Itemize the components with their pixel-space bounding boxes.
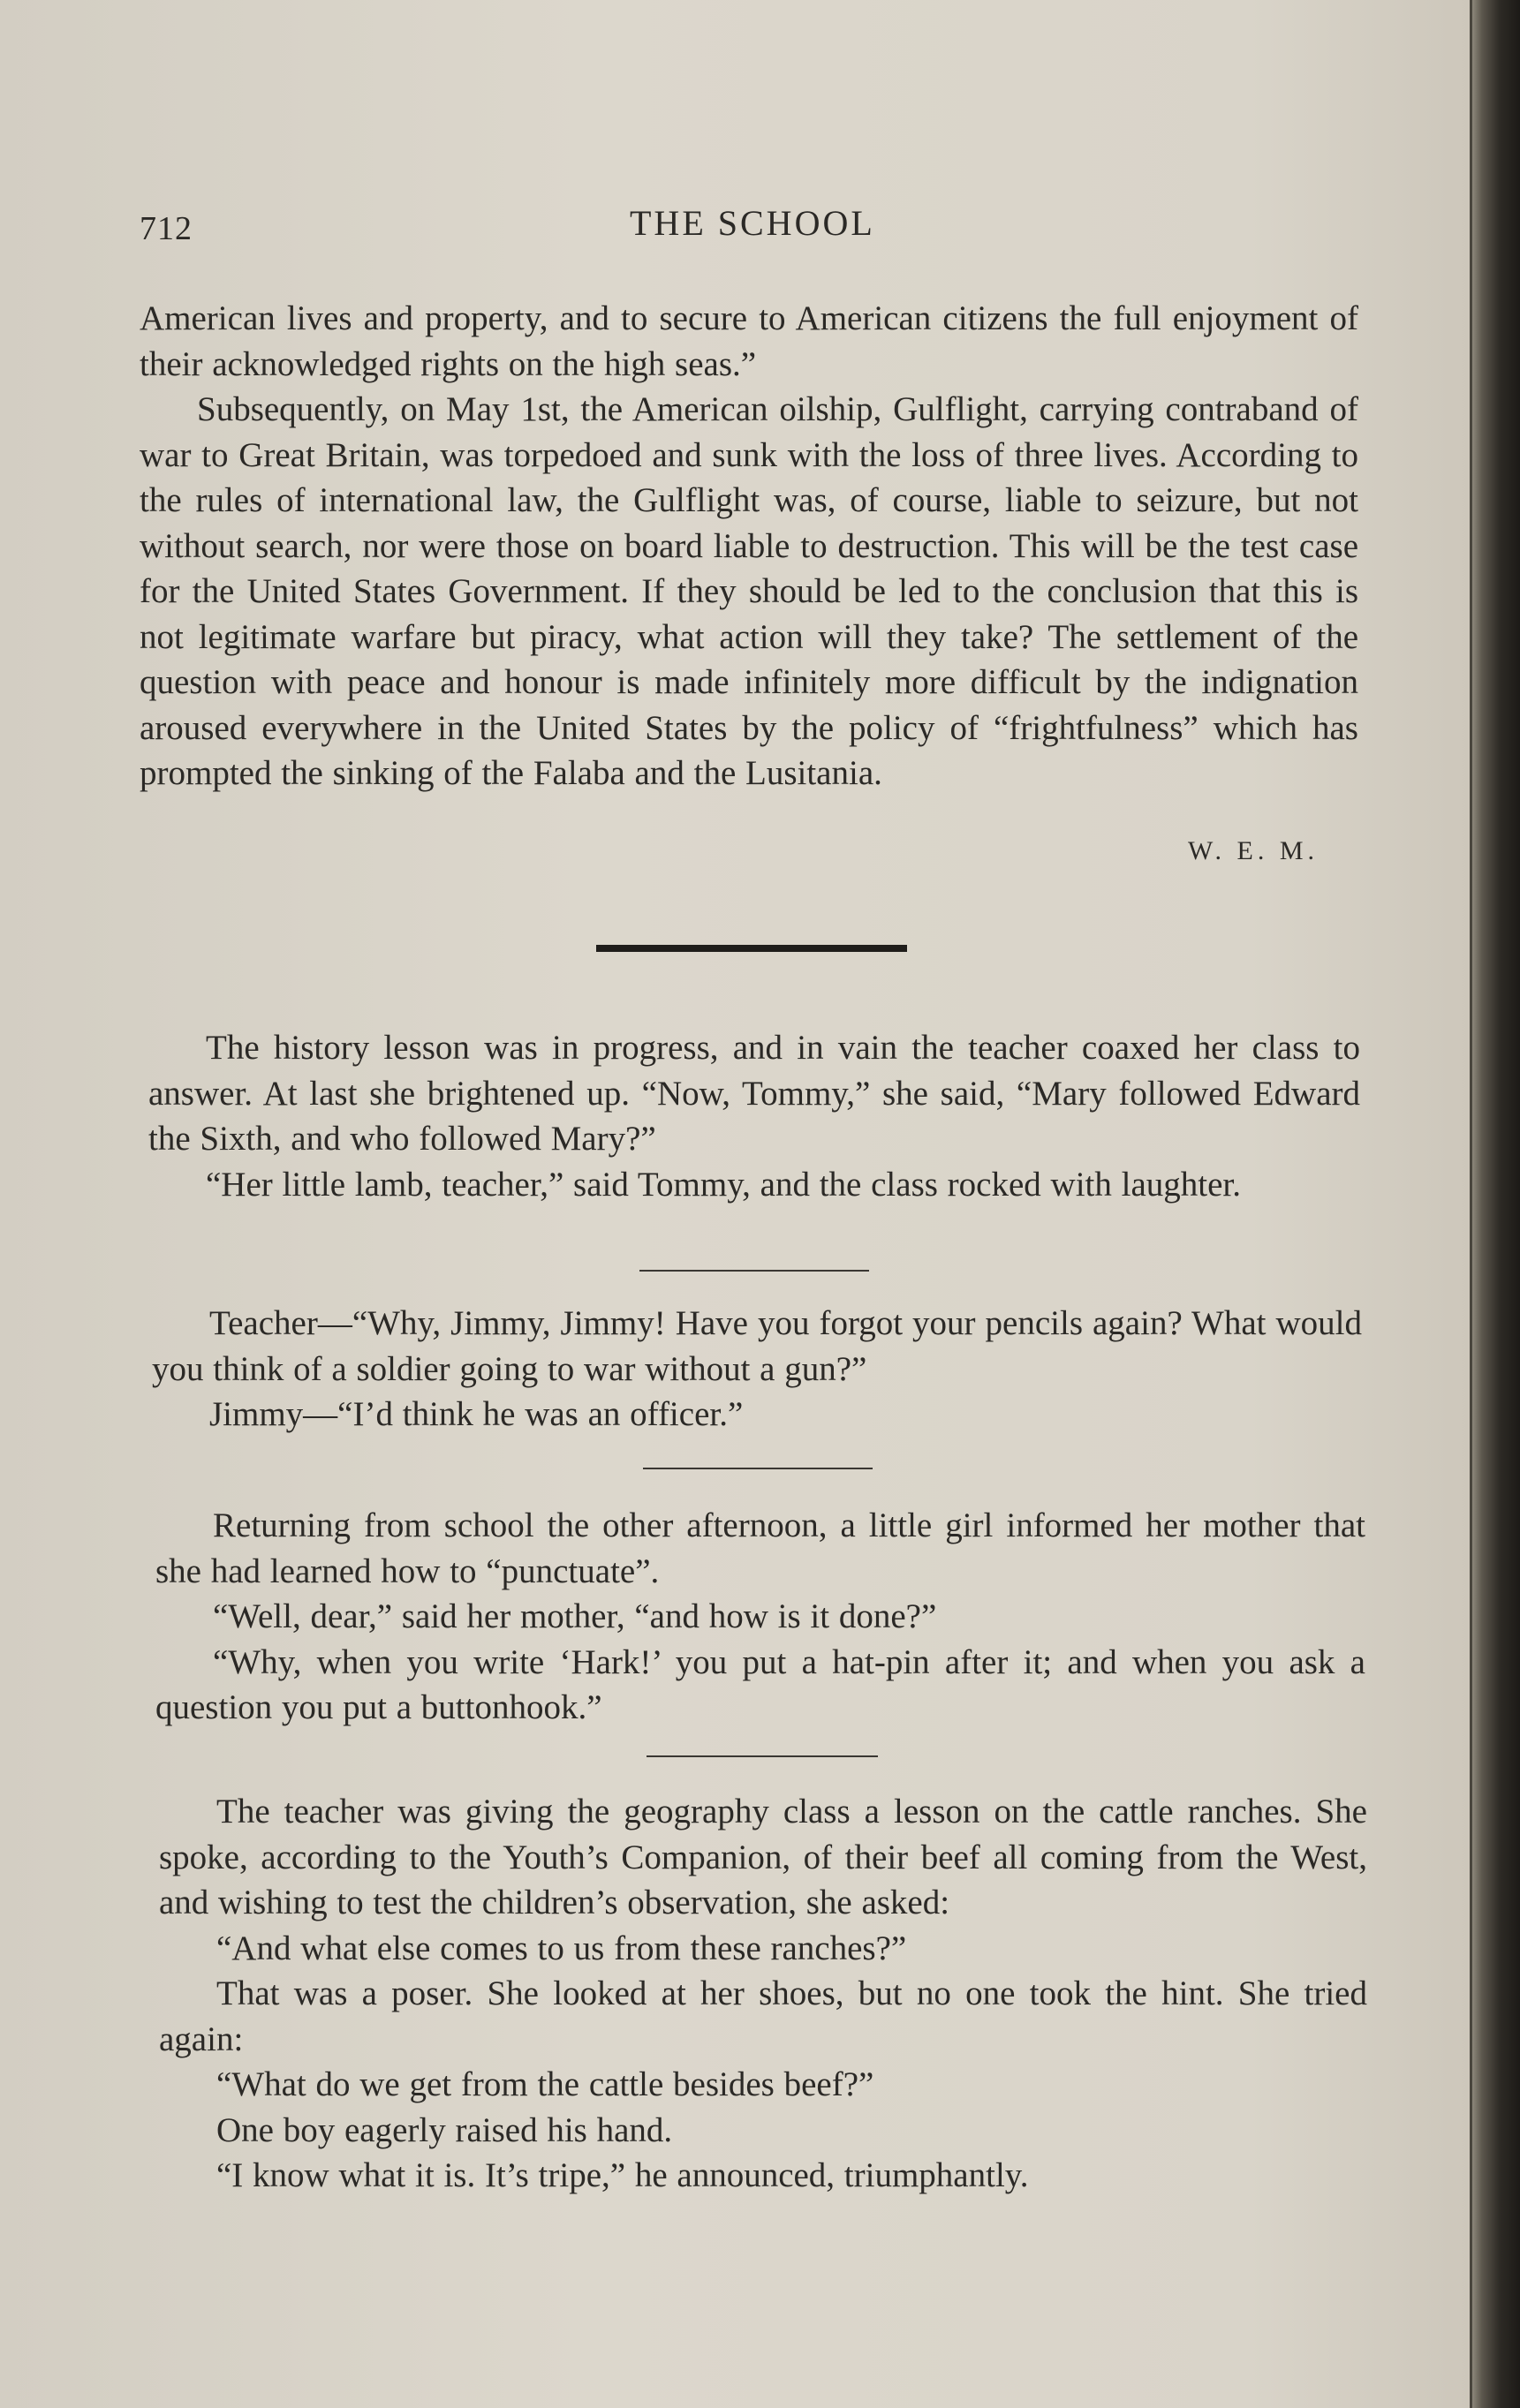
page-number: 712 bbox=[140, 210, 193, 247]
running-title: THE SCHOOL bbox=[630, 203, 875, 243]
book-gutter bbox=[1470, 0, 1520, 2408]
anecdote-paragraph: “Well, dear,” said her mother, “and how is it done?” bbox=[213, 1597, 937, 1635]
anecdote-history-lesson bbox=[148, 1025, 1360, 1207]
anecdote-pencils bbox=[152, 1301, 1362, 1438]
anecdote-paragraph: “What do we get from the cattle besides beef?” bbox=[216, 2065, 874, 2103]
anecdote-punctuate bbox=[155, 1503, 1365, 1731]
anecdote-paragraph: “Why, when you write ‘Hark!’ you put a hat-pin after it; and when you ask a question you put a buttonhook.” bbox=[155, 1642, 1365, 1726]
anecdote-paragraph: “Her little lamb, teacher,” said Tommy, and the class rocked with laughter. bbox=[206, 1165, 1241, 1204]
anecdote-paragraph: The history lesson was in progress, and in vain the teacher coaxed her class to answer. At last she brightened up. “Now, Tommy,” she said, “Mary followed Edward the Sixth, and who followed Mary?” bbox=[148, 1029, 1360, 1158]
page-header bbox=[140, 199, 1358, 252]
anecdote-paragraph: The teacher was giving the geography class a lesson on the cattle ranches. She spoke, according to the Youth’s Companion, of their beef all coming from the West, and wishing to test the children’s observation, she asked: bbox=[159, 1793, 1367, 1921]
anecdote-paragraph: Returning from school the other afternoon, a little girl informed her mother that she had learned how to “punctuate”. bbox=[155, 1506, 1365, 1590]
anecdote-paragraph: One boy eagerly raised his hand. bbox=[216, 2110, 673, 2149]
anecdote-divider bbox=[647, 1755, 878, 1757]
article-ending bbox=[140, 296, 1358, 796]
anecdote-paragraph: “I know what it is. It’s tripe,” he announced, triumphantly. bbox=[216, 2156, 1029, 2194]
article-paragraph: American lives and property, and to secure to American citizens the full enjoyment of their acknowledged rights on the high seas.” bbox=[140, 299, 1358, 383]
anecdote-cattle-ranches bbox=[159, 1789, 1367, 2199]
gutter-edge bbox=[1470, 0, 1472, 2408]
article-paragraph: Subsequently, on May 1st, the American oilship, Gulflight, carrying contraband of war to Great Britain, was torpedoed and sunk with the loss of three lives. According to the rules of international law, the Gulflight was, of course, liable to seizure, but not without search, nor were those on board liable to destruction. This will be the test case for the United States Government. If they should be led to the conclusion that this is not legitimate warfare but piracy, what action will they take? The settlement of the question with peace and honour is made infinitely more difficult by the indignation aroused everywhere in the United States by the policy of “frightfulness” which has prompted the sinking of the Falaba and the Lusitania. bbox=[140, 390, 1358, 792]
anecdote-paragraph: That was a poser. She looked at her shoes, but no one took the hint. She tried again: bbox=[159, 1974, 1367, 2058]
anecdote-paragraph: “And what else comes to us from these ranches?” bbox=[216, 1929, 907, 1967]
author-signature: W. E. M. bbox=[1188, 836, 1320, 865]
section-divider bbox=[596, 945, 907, 952]
anecdote-paragraph: Jimmy—“I’d think he was an officer.” bbox=[209, 1395, 744, 1433]
anecdote-paragraph: Teacher—“Why, Jimmy, Jimmy! Have you forgot your pencils again? What would you think of a soldier going to war without a gun?” bbox=[152, 1304, 1362, 1388]
anecdote-divider bbox=[639, 1270, 869, 1272]
anecdote-divider bbox=[643, 1468, 873, 1469]
